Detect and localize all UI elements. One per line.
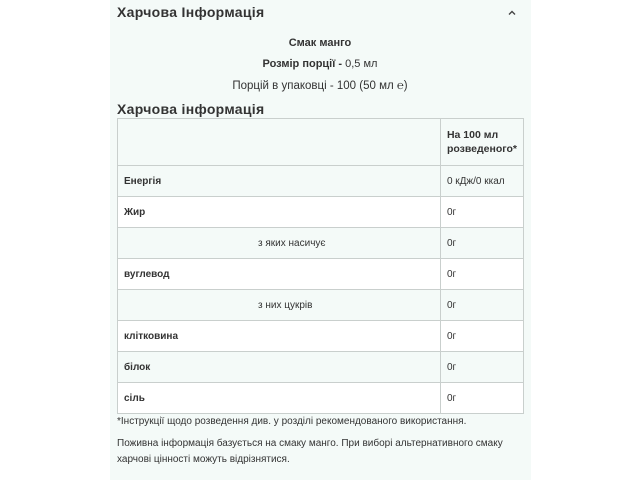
table-row [118,290,524,321]
header-line-2: розведеного* [446,143,517,155]
nutrient-value: 0г [440,321,523,352]
chevron-up-icon[interactable] [505,6,519,20]
accordion-header[interactable] [117,0,523,26]
dilution-footnote: *Інструкції щодо розведення див. у розділі рекомендованого використання. [117,416,467,427]
nutrient-name: з яких насичує [118,228,441,259]
table-row [118,321,524,352]
nutrient-value: 0г [440,290,523,321]
table-header-nutrient [118,119,441,166]
table-row [118,259,524,290]
nutrient-value: 0г [440,197,523,228]
nutrient-name: Енергія [118,166,441,197]
table-row [118,352,524,383]
table-header-per-100ml [440,119,523,166]
servings-per-pack: Порцій в упаковці - 100 (50 мл ℮) [232,80,408,92]
nutrient-value: 0г [440,383,523,414]
flavour-label: Смак манго [288,37,352,49]
nutrient-value: 0 кДж/0 ккал [440,166,523,197]
nutrient-name: з них цукрів [118,290,441,321]
table-row [118,166,524,197]
nutrient-name: Жир [118,197,441,228]
accordion-title: Харчова Інформація [117,4,265,20]
serving-size-label: Розмір порції - [262,58,343,70]
nutrient-name: клітковина [118,321,441,352]
flavour-note: Поживна інформація базується на смаку манго. При виборі альтернативного смаку харчові цінності можуть відрізнятися. [117,438,503,465]
table-row [118,197,524,228]
nutrition-table [117,118,524,414]
nutrient-value: 0г [440,352,523,383]
nutrient-name: білок [118,352,441,383]
section-title: Харчова інформація [117,101,265,117]
table-row [118,383,524,414]
nutrient-value: 0г [440,228,523,259]
header-line-1: На 100 мл [446,129,499,141]
table-row [118,228,524,259]
nutrient-value: 0г [440,259,523,290]
serving-size [117,58,523,70]
nutrient-name: сіль [118,383,441,414]
nutrient-name: вуглевод [118,259,441,290]
table-header-row [118,119,524,166]
serving-size-value: 0,5 мл [345,58,378,70]
